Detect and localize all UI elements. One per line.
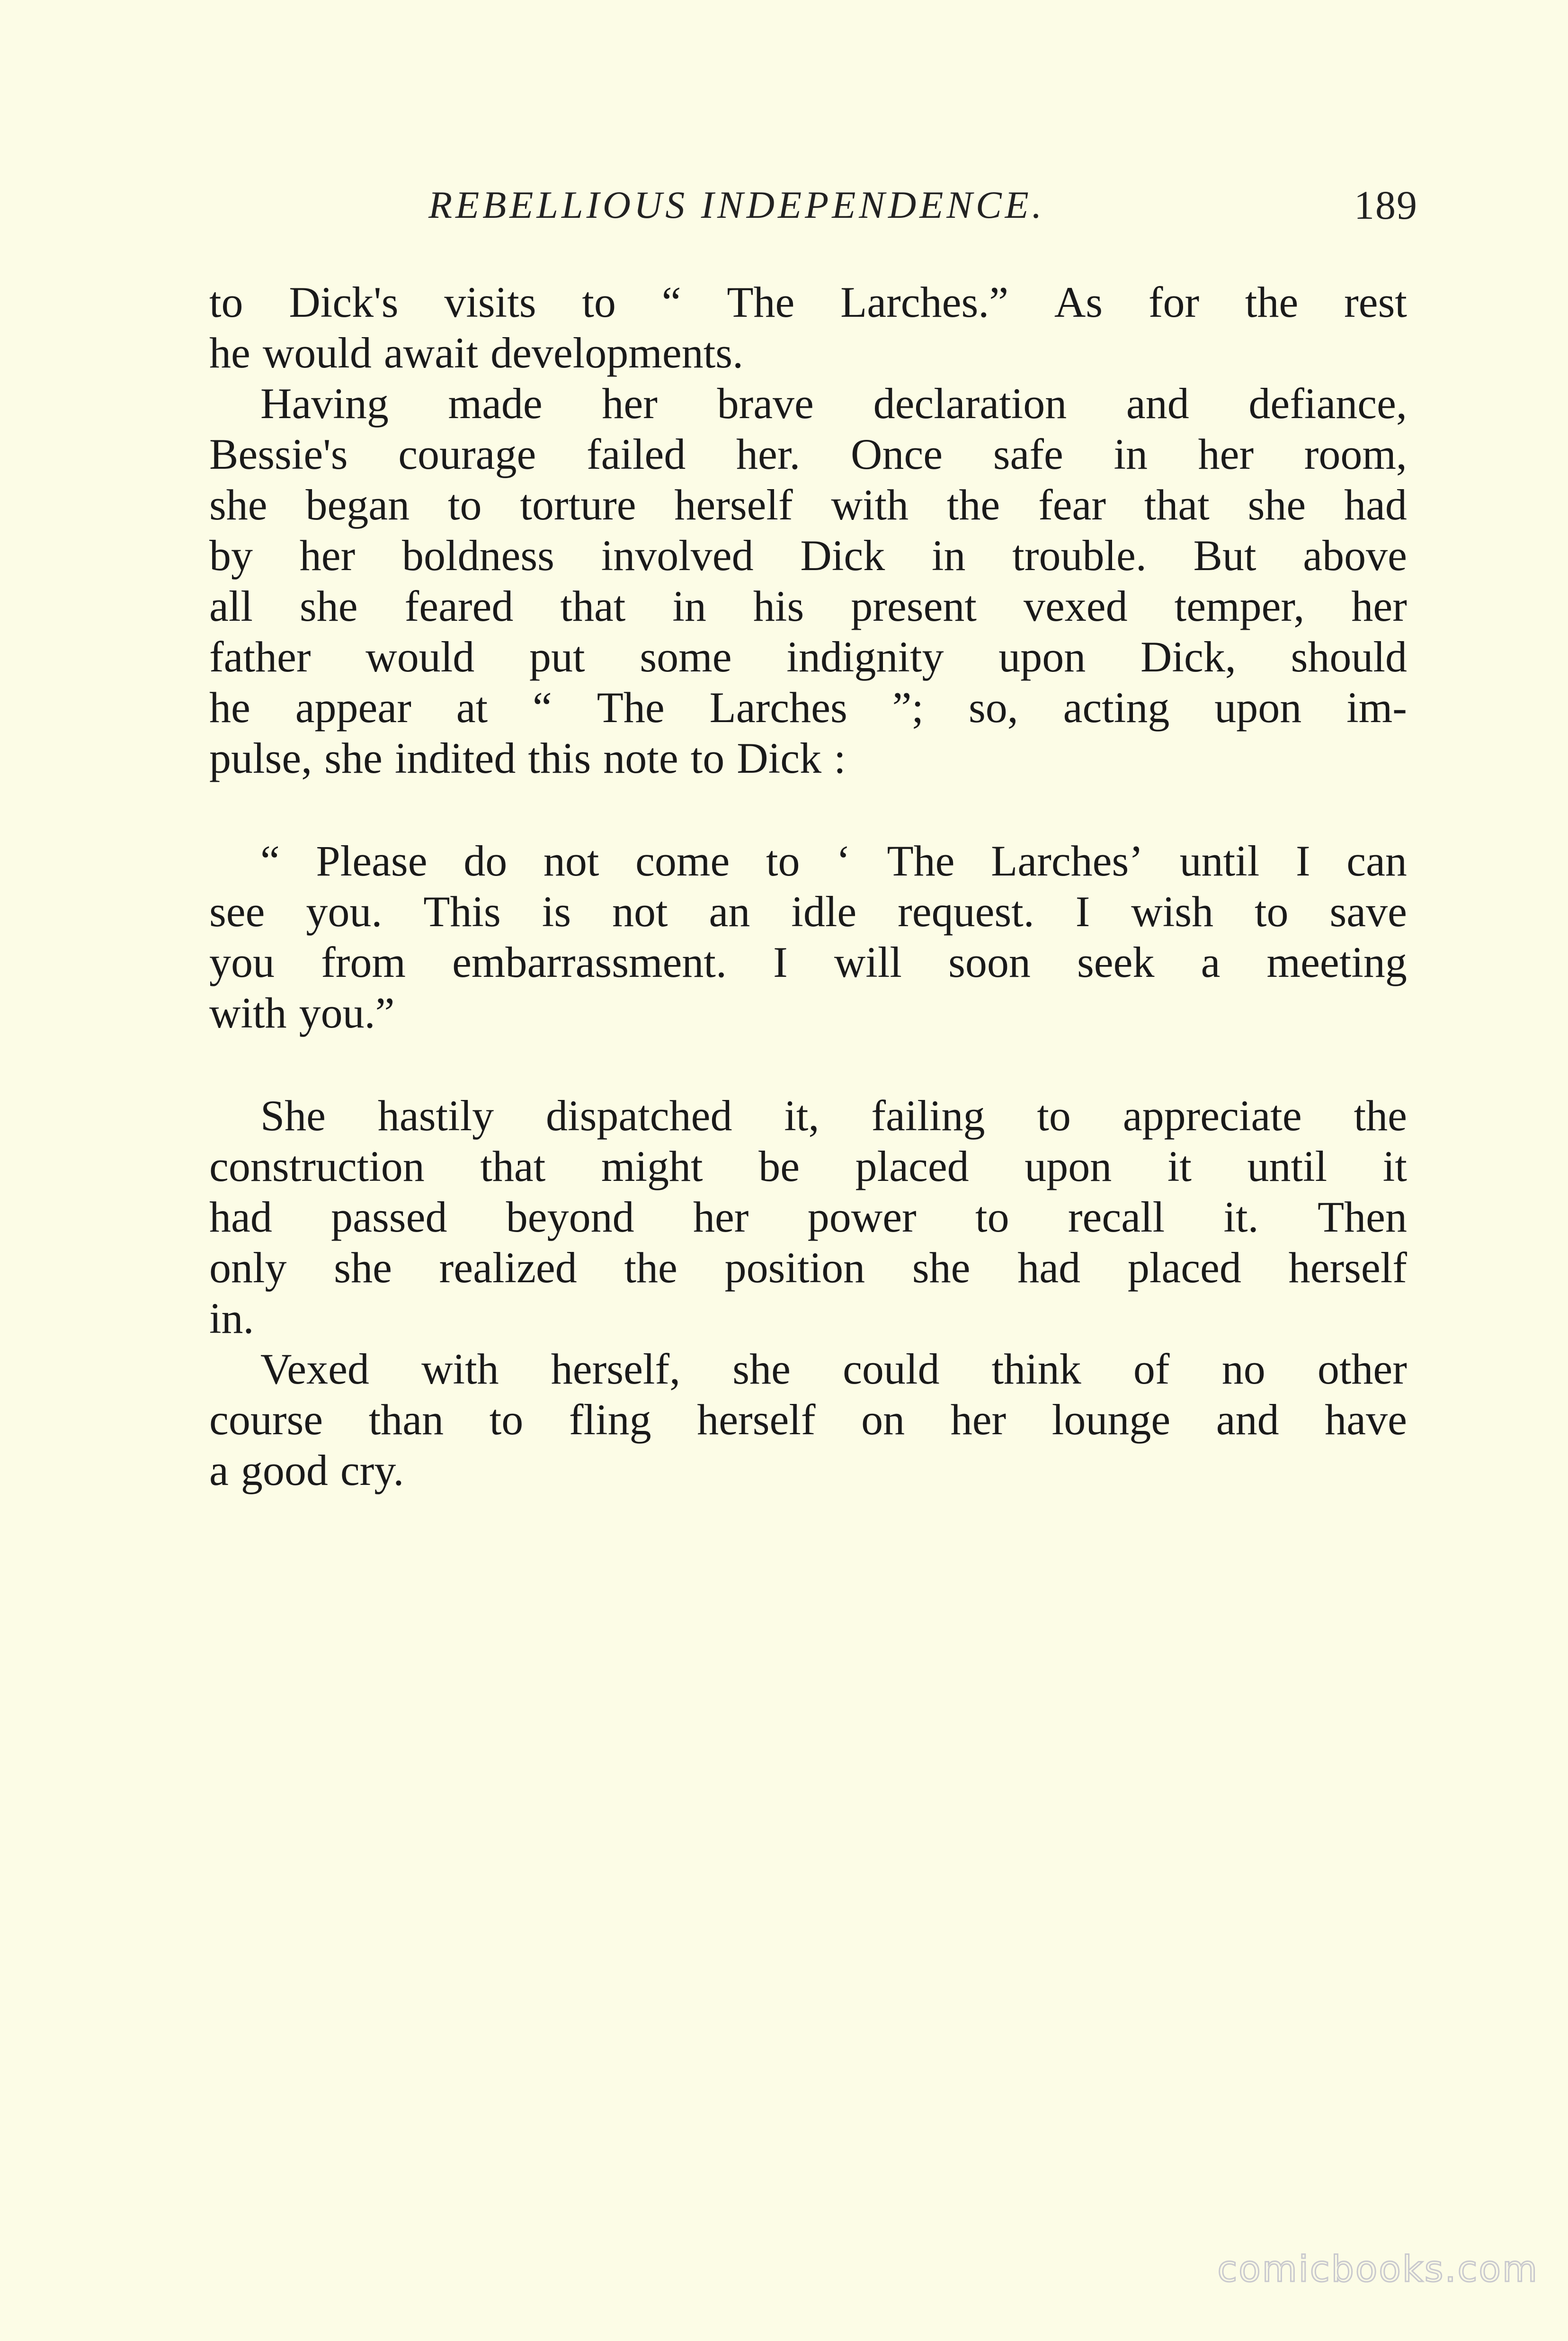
text-line: had passed beyond her power to recall it. Then [209,1193,1407,1241]
text-line: all she feared that in his present vexed temper, her [209,582,1407,630]
text-line: in. [209,1294,254,1342]
text-line: with you.” [209,989,395,1037]
text-line: course than to fling herself on her lounge and have [209,1395,1407,1444]
text-line: Having made her brave declaration and defiance, [260,379,1407,428]
text-line: She hastily dispatched it, failing to appreciate the [260,1091,1407,1140]
page-number: 189 [1354,182,1418,228]
text-line: “ Please do not come to ‘ The Larches’ until I can [260,837,1407,885]
text-line: pulse, she indited this note to Dick : [209,734,846,782]
paragraph [209,1344,1407,1496]
text-line: by her boldness involved Dick in trouble. But above [209,531,1407,580]
text-line: Bessie's courage failed her. Once safe in her room, [209,430,1407,478]
text-line: construction that might be placed upon it until it [209,1142,1407,1190]
paragraph-gap [209,784,1407,836]
text-line: only she realized the position she had placed herself [209,1243,1407,1292]
text-line: he would await developments. [209,329,744,377]
paragraph [209,836,1407,1038]
text-line: she began to torture herself with the fear that she had [209,481,1407,529]
paragraph [209,277,1407,378]
text-line: you from embarrassment. I will soon seek a meeting [209,938,1407,986]
paragraph-gap [209,1038,1407,1090]
watermark: comicbooks.com [1217,2248,1539,2290]
paragraph [209,378,1407,784]
text-line: father would put some indignity upon Dick, should [209,633,1407,681]
text-line: a good cry. [209,1446,404,1494]
body-text [209,277,1407,1496]
text-line: see you. This is not an idle request. I wish to save [209,887,1407,936]
text-line: he appear at “ The Larches ”; so, acting upon im- [209,683,1407,732]
text-line: to Dick's visits to “ The Larches.” As for the rest [209,278,1407,326]
running-head [428,179,1418,231]
text-line: Vexed with herself, she could think of no other [260,1345,1407,1393]
running-title: REBELLIOUS INDEPENDENCE. [428,183,1045,226]
paragraph [209,1090,1407,1344]
